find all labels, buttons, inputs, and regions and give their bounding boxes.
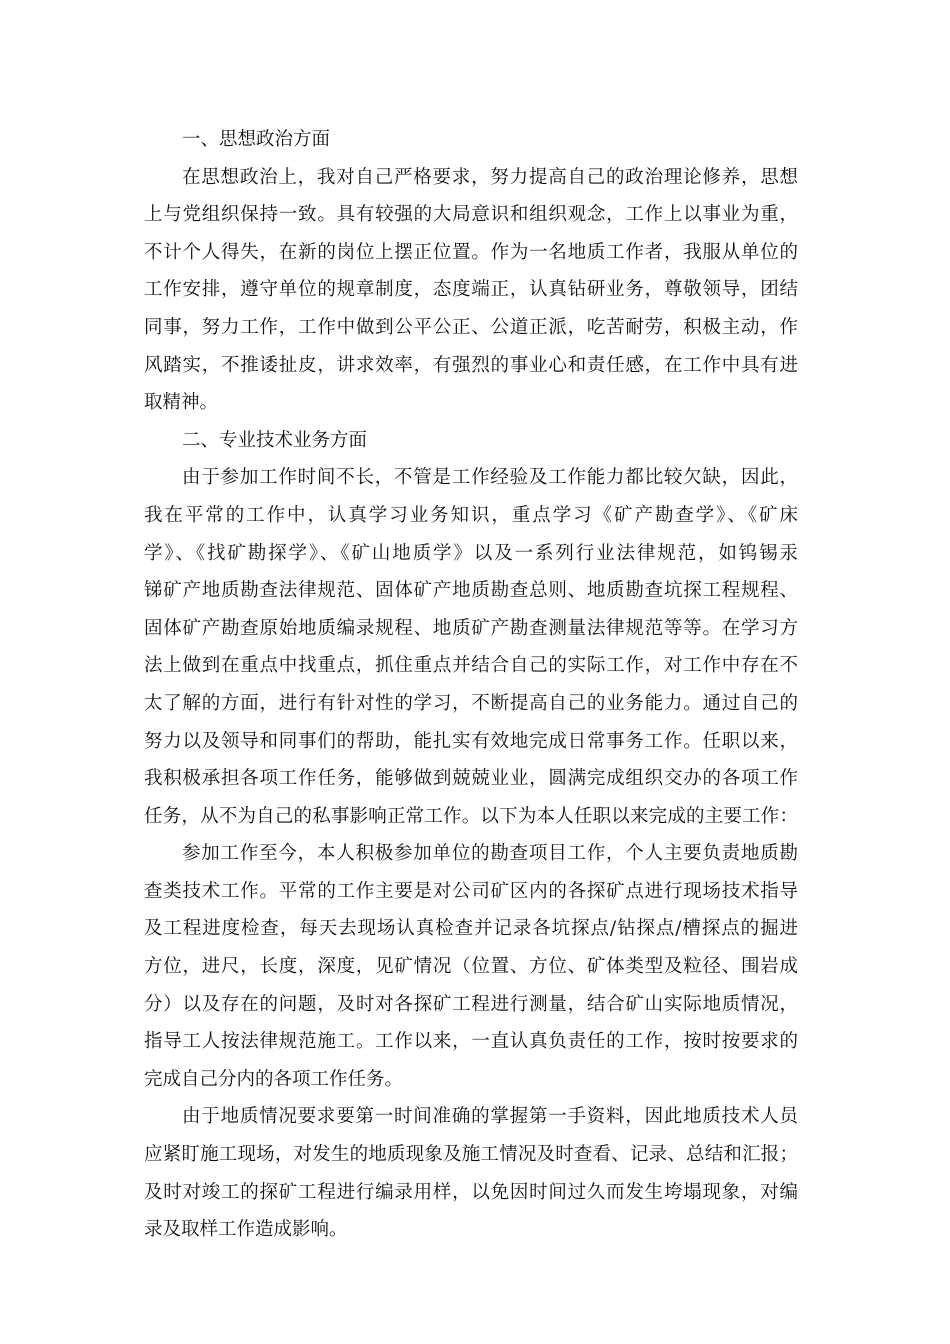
text-line: [144, 121, 798, 159]
text-line: [144, 572, 798, 610]
text-line-content: 固体矿产勘查原始地质编录规程、地质矿产勘查测量法律规范等等。在学习方: [144, 617, 798, 639]
text-line: [144, 948, 798, 986]
text-line-content: 取精神。: [144, 392, 219, 414]
text-line: [144, 760, 798, 798]
text-line-content: 学》、《找矿勘探学》、《矿山地质学》以及一系列行业法律规范，如钨锡汞: [144, 542, 798, 564]
text-line-content: 查类技术工作。平常的工作主要是对公司矿区内的各探矿点进行现场技术指导: [144, 880, 798, 902]
text-line: [144, 1211, 798, 1249]
text-line-content: 我积极承担各项工作任务，能够做到兢兢业业，圆满完成组织交办的各项工作: [144, 768, 798, 790]
text-line: [144, 347, 798, 385]
text-line-content: 锑矿产地质勘查法律规范、固体矿产地质勘查总则、地质勘查坑探工程规程、: [144, 580, 798, 602]
text-line: [144, 497, 798, 535]
text-line: [144, 422, 798, 460]
text-line: [144, 459, 798, 497]
text-line-content: 完成自己分内的各项工作任务。: [144, 1068, 404, 1090]
text-line: [144, 835, 798, 873]
text-line-content: 法上做到在重点中找重点，抓住重点并结合自己的实际工作，对工作中存在不: [144, 655, 798, 677]
text-line: [144, 1174, 798, 1212]
text-line-content: 我在平常的工作中，认真学习业务知识，重点学习《矿产勘查学》、《矿床: [144, 504, 798, 526]
text-line: [144, 685, 798, 723]
text-line: [144, 1098, 798, 1136]
text-line: [144, 1061, 798, 1099]
text-line: [144, 196, 798, 234]
text-line: [144, 309, 798, 347]
text-line: [144, 1023, 798, 1061]
text-line: [144, 610, 798, 648]
document-body: [144, 121, 798, 1249]
text-line-content: 方位，进尺，长度，深度，见矿情况（位置、方位、矿体类型及粒径、围岩成: [144, 956, 798, 978]
text-line: [144, 159, 798, 197]
text-line-content: 努力以及领导和同事们的帮助，能扎实有效地完成日常事务工作。任职以来，: [144, 730, 798, 752]
text-line: [144, 798, 798, 836]
text-line: [144, 873, 798, 911]
text-line: [144, 384, 798, 422]
text-line-content: 由于地质情况要求要第一时间准确的掌握第一手资料，因此地质技术人员: [182, 1106, 798, 1128]
text-line-content: 一、思想政治方面: [182, 129, 331, 150]
text-line: [144, 986, 798, 1024]
text-line-content: 任务，从不为自己的私事影响正常工作。以下为本人任职以来完成的主要工作：: [144, 805, 798, 827]
text-line: [144, 535, 798, 573]
text-line-content: 由于参加工作时间不长，不管是工作经验及工作能力都比较欠缺，因此，: [182, 467, 798, 489]
text-line-content: 工作安排，遵守单位的规章制度，态度端正，认真钻研业务，尊敬领导，团结: [144, 279, 798, 301]
text-line-content: 应紧盯施工现场，对发生的地质现象及施工情况及时查看、记录、总结和汇报；: [144, 1144, 798, 1166]
text-line-content: 同事，努力工作，工作中做到公平公正、公道正派，吃苦耐劳，积极主动，作: [144, 316, 798, 338]
text-line-content: 录及取样工作造成影响。: [144, 1219, 348, 1241]
text-line-content: 风踏实，不推诿扯皮，讲求效率，有强烈的事业心和责任感，在工作中具有进: [144, 354, 798, 376]
text-line-content: 二、专业技术业务方面: [182, 429, 368, 451]
text-line-content: 及时对竣工的探矿工程进行编录用样，以免因时间过久而发生垮塌现象，对编: [144, 1181, 798, 1203]
text-line-content: 分）以及存在的问题，及时对各探矿工程进行测量，结合矿山实际地质情况，: [144, 993, 798, 1015]
text-line-content: 上与党组织保持一致。具有较强的大局意识和组织观念，工作上以事业为重，: [144, 204, 798, 226]
text-line: [144, 910, 798, 948]
text-line: [144, 234, 798, 272]
text-line-content: 在思想政治上，我对自己严格要求，努力提高自己的政治理论修养，思想: [182, 166, 798, 188]
text-line-content: 不计个人得失，在新的岗位上摆正位置。作为一名地质工作者，我服从单位的: [144, 241, 798, 263]
text-line-content: 参加工作至今，本人积极参加单位的勘查项目工作，个人主要负责地质勘: [182, 843, 798, 865]
text-line: [144, 723, 798, 761]
text-line: [144, 1136, 798, 1174]
text-line-content: 太了解的方面，进行有针对性的学习，不断提高自己的业务能力。通过自己的: [144, 692, 798, 714]
text-line: [144, 647, 798, 685]
text-line-content: 指导工人按法律规范施工。工作以来，一直认真负责任的工作，按时按要求的: [144, 1031, 798, 1053]
text-line: [144, 271, 798, 309]
text-line-content: 及工程进度检查，每天去现场认真检查并记录各坑探点/钻探点/槽探点的掘进: [144, 918, 798, 940]
